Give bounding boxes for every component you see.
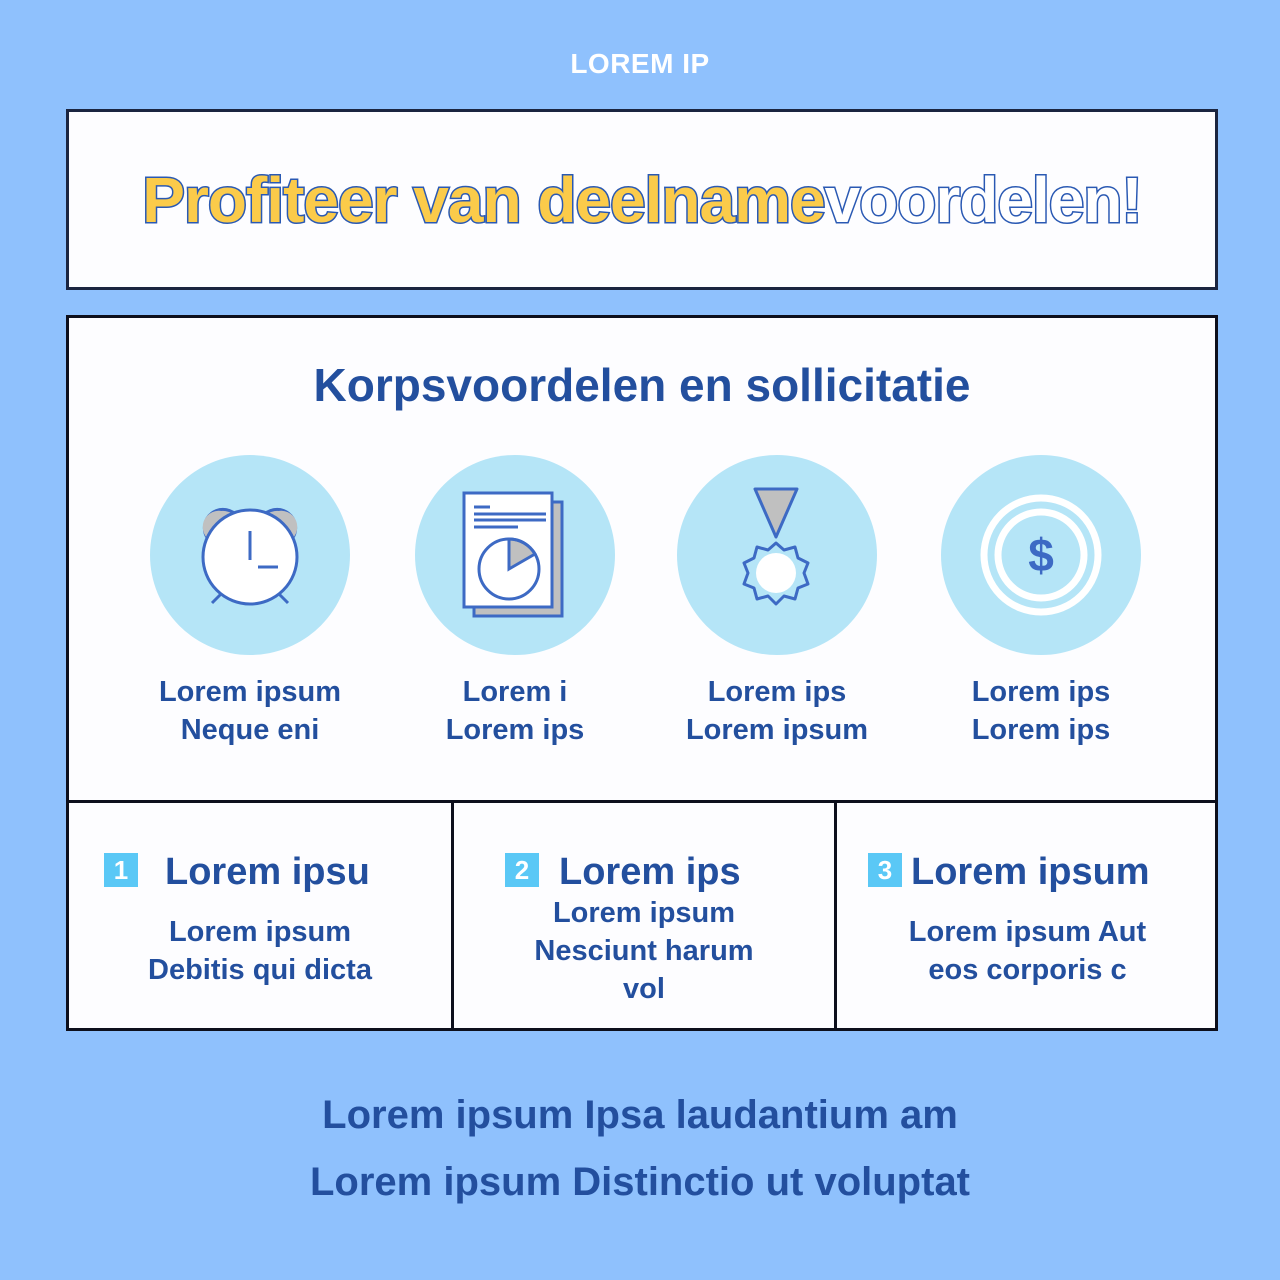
benefit-label-line1: Lorem ipsum	[158, 676, 342, 708]
benefit-label	[395, 673, 635, 749]
step-title: Lorem ipsu	[165, 851, 370, 893]
icon-circle	[941, 455, 1141, 655]
step-description	[837, 913, 1218, 989]
step-description-line: Debitis qui dicta	[148, 954, 372, 986]
benefit-label-line1: Lorem ips	[971, 676, 1111, 708]
footer-line: Lorem ipsum Ipsa laudantium am	[322, 1093, 958, 1137]
step-card	[451, 803, 834, 1028]
benefit-label-line2: Lorem ips	[445, 714, 585, 746]
benefit-item	[130, 455, 370, 749]
benefit-label-line1: Lorem ips	[707, 676, 847, 708]
step-description-line: Lorem ipsum	[552, 897, 736, 929]
step-number-badge: 1	[104, 853, 138, 887]
medal-icon	[722, 485, 832, 625]
footer-text	[0, 1082, 1280, 1216]
step-description-line: vol	[623, 973, 665, 1005]
step-description	[454, 894, 834, 1008]
benefit-label	[130, 673, 370, 749]
benefit-icons-row	[69, 455, 1215, 755]
step-card	[834, 803, 1218, 1028]
step-number-badge: 2	[505, 853, 539, 887]
benefit-label	[657, 673, 897, 749]
step-description-line: Nesciunt harum	[534, 935, 754, 967]
benefit-label-line2: Lorem ipsum	[685, 714, 869, 746]
hero-title-outline: voordelen!	[824, 163, 1142, 236]
benefit-item	[395, 455, 635, 749]
step-card	[69, 803, 451, 1028]
svg-text:$: $	[1028, 529, 1054, 581]
brand-label: LOREM IP	[570, 48, 710, 79]
section-title: Korpsvoordelen en sollicitatie	[313, 359, 971, 411]
benefit-item	[921, 455, 1161, 749]
step-description-line: eos corporis c	[928, 954, 1127, 986]
step-number-badge: 3	[868, 853, 902, 887]
step-description-line: Lorem ipsum Aut	[908, 916, 1147, 948]
icon-circle	[677, 455, 877, 655]
benefit-label-line2: Lorem ips	[971, 714, 1111, 746]
step-description	[69, 913, 451, 989]
benefit-label	[921, 673, 1161, 749]
report-pie-chart-icon	[460, 490, 570, 620]
icon-circle	[150, 455, 350, 655]
hero-title	[142, 163, 1141, 237]
dollar-coin-icon	[976, 490, 1106, 620]
step-title: Lorem ipsum	[911, 851, 1150, 893]
benefits-panel	[66, 315, 1218, 1031]
steps-row	[69, 803, 1215, 1028]
alarm-clock-icon	[190, 495, 310, 615]
step-title: Lorem ips	[559, 851, 741, 893]
hero-title-highlight: Profiteer van deelname	[142, 163, 825, 236]
hero-banner	[66, 109, 1218, 290]
benefit-label-line1: Lorem i	[462, 676, 568, 708]
step-description-line: Lorem ipsum	[168, 916, 352, 948]
icon-circle	[415, 455, 615, 655]
benefit-label-line2: Neque eni	[180, 714, 320, 746]
benefit-item	[657, 455, 897, 749]
footer-line: Lorem ipsum Distinctio ut voluptat	[309, 1160, 971, 1204]
